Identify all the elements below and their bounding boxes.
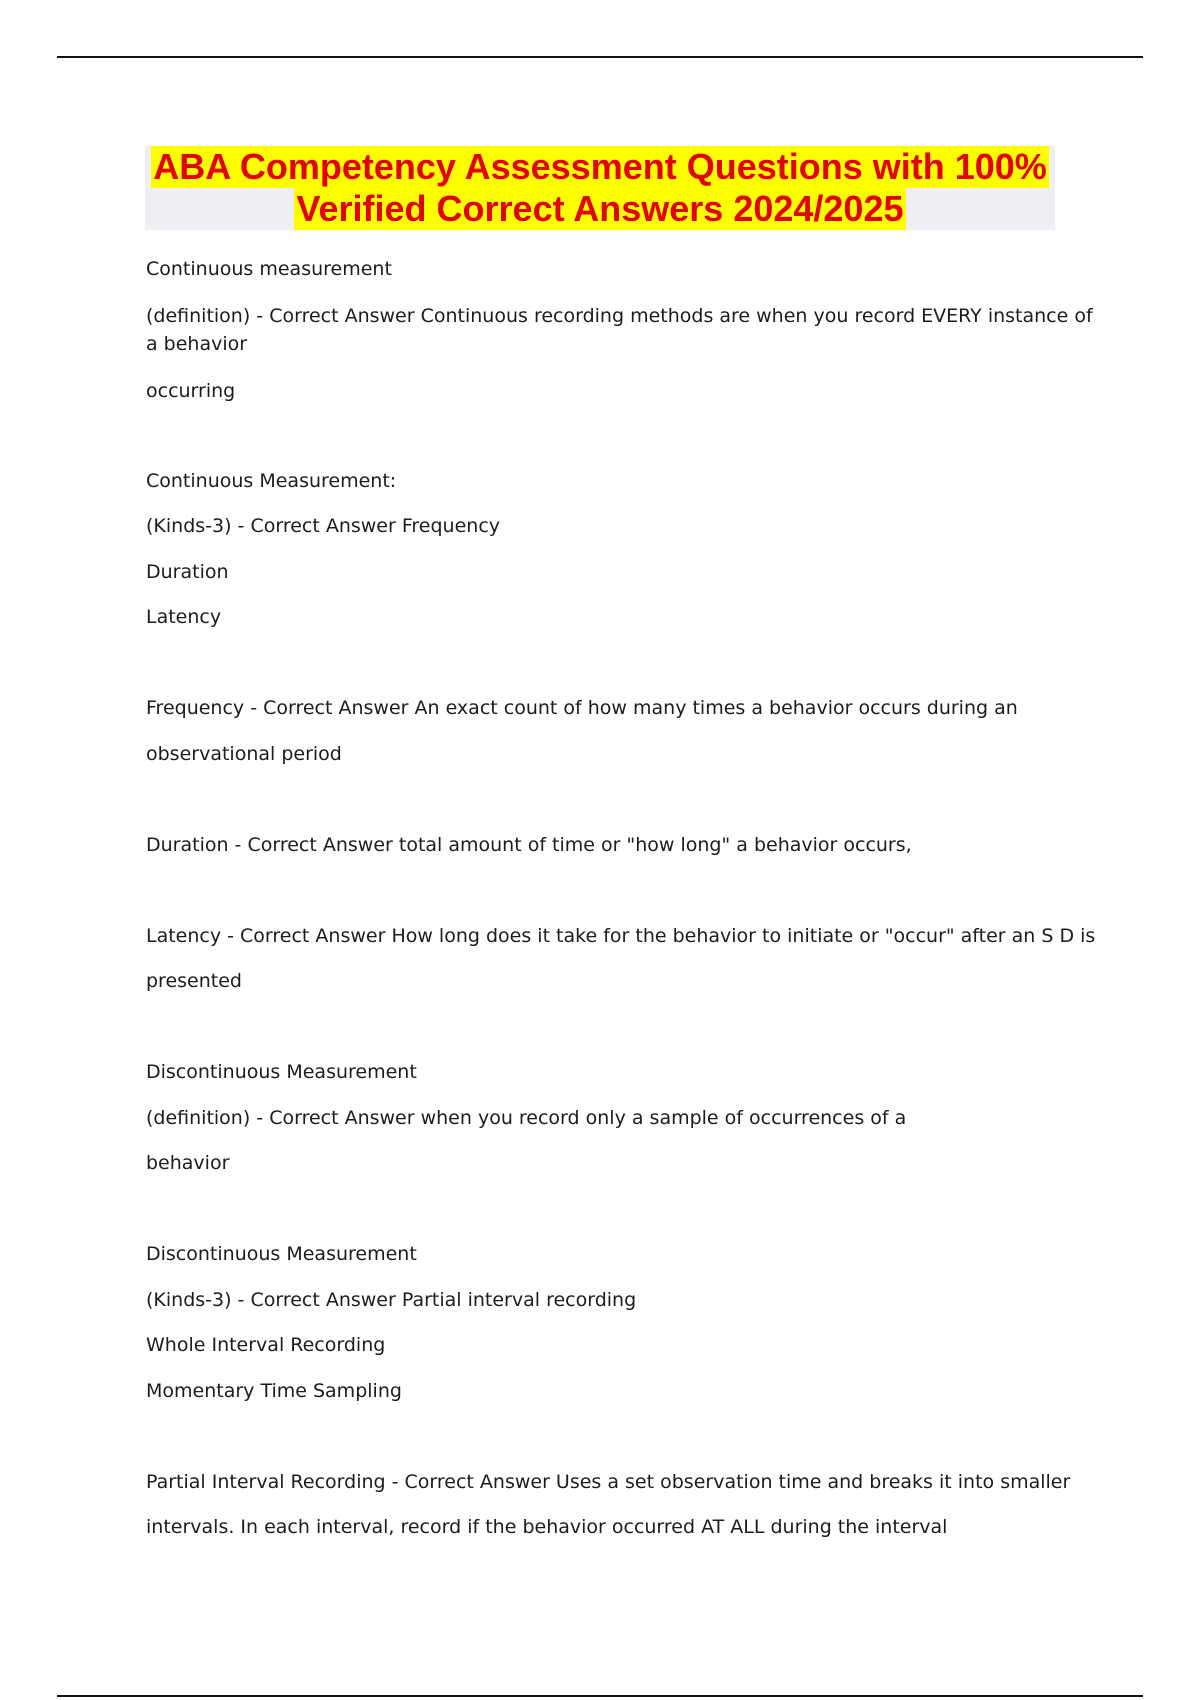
body-line: behavior — [146, 1152, 230, 1174]
body-line: Partial Interval Recording - Correct Answer Uses a set observation time and breaks it into smaller — [146, 1471, 1071, 1493]
header-rule — [57, 56, 1143, 58]
body-line: Frequency - Correct Answer An exact count of how many times a behavior occurs during an — [146, 697, 1018, 719]
body-line: Continuous measurement — [146, 258, 392, 280]
body-line: Whole Interval Recording — [146, 1334, 386, 1356]
body-line: occurring — [146, 380, 236, 402]
body-line: Momentary Time Sampling — [146, 1380, 402, 1402]
body-line: Duration - Correct Answer total amount of time or "how long" a behavior occurs, — [146, 834, 912, 856]
footer-rule — [57, 1695, 1143, 1697]
body-line: (definition) - Correct Answer when you record only a sample of occurrences of a — [146, 1107, 907, 1129]
body-line: presented — [146, 970, 242, 992]
body-line: Duration — [146, 561, 229, 583]
body-line: intervals. In each interval, record if the behavior occurred AT ALL during the interval — [146, 1516, 948, 1538]
body-line: a behavior — [146, 333, 248, 355]
body-line: Discontinuous Measurement — [146, 1243, 417, 1265]
body-line: Continuous Measurement: — [146, 470, 397, 492]
body-line: (Kinds-3) - Correct Answer Partial interval recording — [146, 1289, 637, 1311]
title-line-2: Verified Correct Answers 2024/2025 — [296, 188, 904, 229]
title-line-1: ABA Competency Assessment Questions with 100% — [153, 146, 1047, 187]
body-line: Discontinuous Measurement — [146, 1061, 417, 1083]
body-line: (definition) - Correct Answer Continuous recording methods are when you record EVERY instance of — [146, 305, 1093, 327]
body-line: Latency - Correct Answer How long does it take for the behavior to initiate or "occur" after an S D is — [146, 925, 1096, 947]
body-line: (Kinds-3) - Correct Answer Frequency — [146, 515, 501, 537]
page-title — [145, 146, 1055, 230]
body-line: observational period — [146, 743, 342, 765]
body-line: Latency — [146, 606, 222, 628]
